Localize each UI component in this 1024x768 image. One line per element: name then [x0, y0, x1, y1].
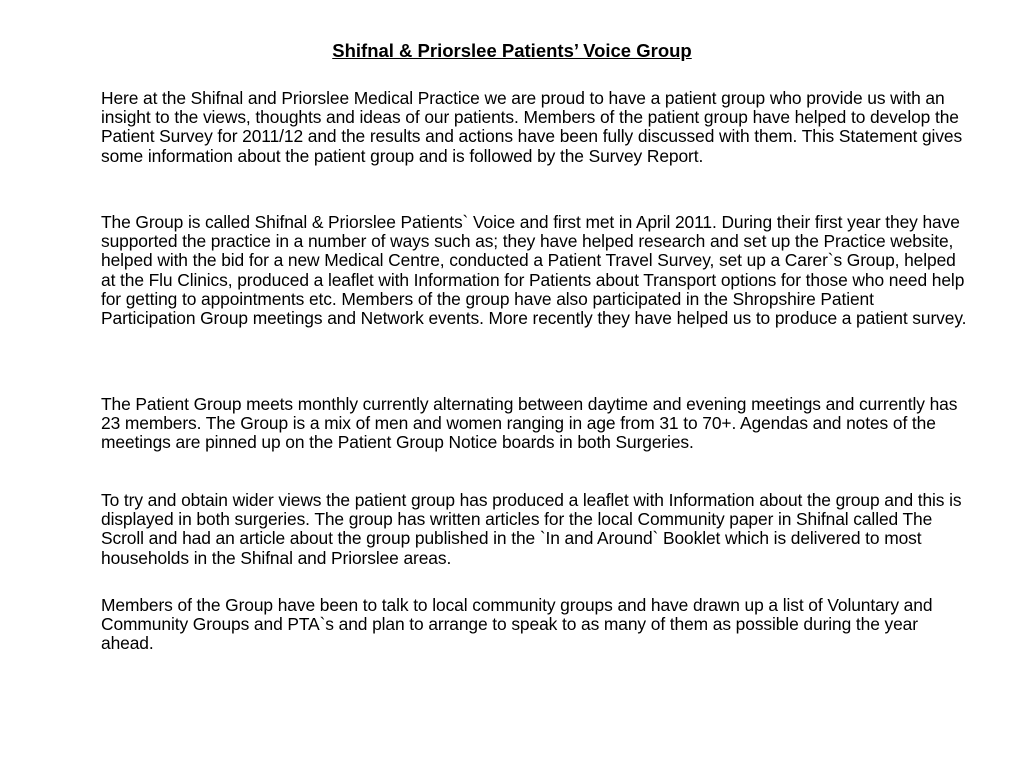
paragraph-meetings: The Patient Group meets monthly currently alternating between daytime and evening meetings and currently has 23 members. The Group is a mix of men and women ranging in age from 31 to 70+. Agendas and notes of the meetings are pinned up on the Patient Group Notice boards in both Surgeries.	[101, 394, 958, 453]
page-title: Shifnal & Priorslee Patients’ Voice Group	[332, 40, 692, 61]
paragraph-introduction: Here at the Shifnal and Priorslee Medical Practice we are proud to have a patient group who provide us with an insight to the views, thoughts and ideas of our patients. Members of the patient group have helped to develop the Patient Survey for 2011/12 and the results and actions have been fully discussed with them. This Statement gives some information about the patient group and is followed by the Survey Report.	[101, 88, 963, 166]
paragraph-wider-views: To try and obtain wider views the patient group has produced a leaflet with Information about the group and this is displayed in both surgeries. The group has written articles for the local Community paper in Shifnal called The Scroll and had an article about the group published in the `In and Around` Booklet which is delivered to most households in the Shifnal and Priorslee areas.	[101, 490, 962, 568]
paragraph-community-outreach: Members of the Group have been to talk to local community groups and have drawn up a list of Voluntary and Community Groups and PTA`s and plan to arrange to speak to as many of them as possible during the year ahead.	[101, 595, 933, 654]
paragraph-group-history: The Group is called Shifnal & Priorslee Patients` Voice and first met in April 2011. During their first year they have supported the practice in a number of ways such as; they have helped research and set up the Practice website, helped with the bid for a new Medical Centre, conducted a Patient Travel Survey, set up a Carer`s Group, helped at the Flu Clinics, produced a leaflet with Information for Patients about Transport options for those who need help for getting to appointments etc. Members of the group have also participated in the Shropshire Patient Participation Group meetings and Network events. More recently they have helped us to produce a patient survey.	[101, 212, 967, 329]
